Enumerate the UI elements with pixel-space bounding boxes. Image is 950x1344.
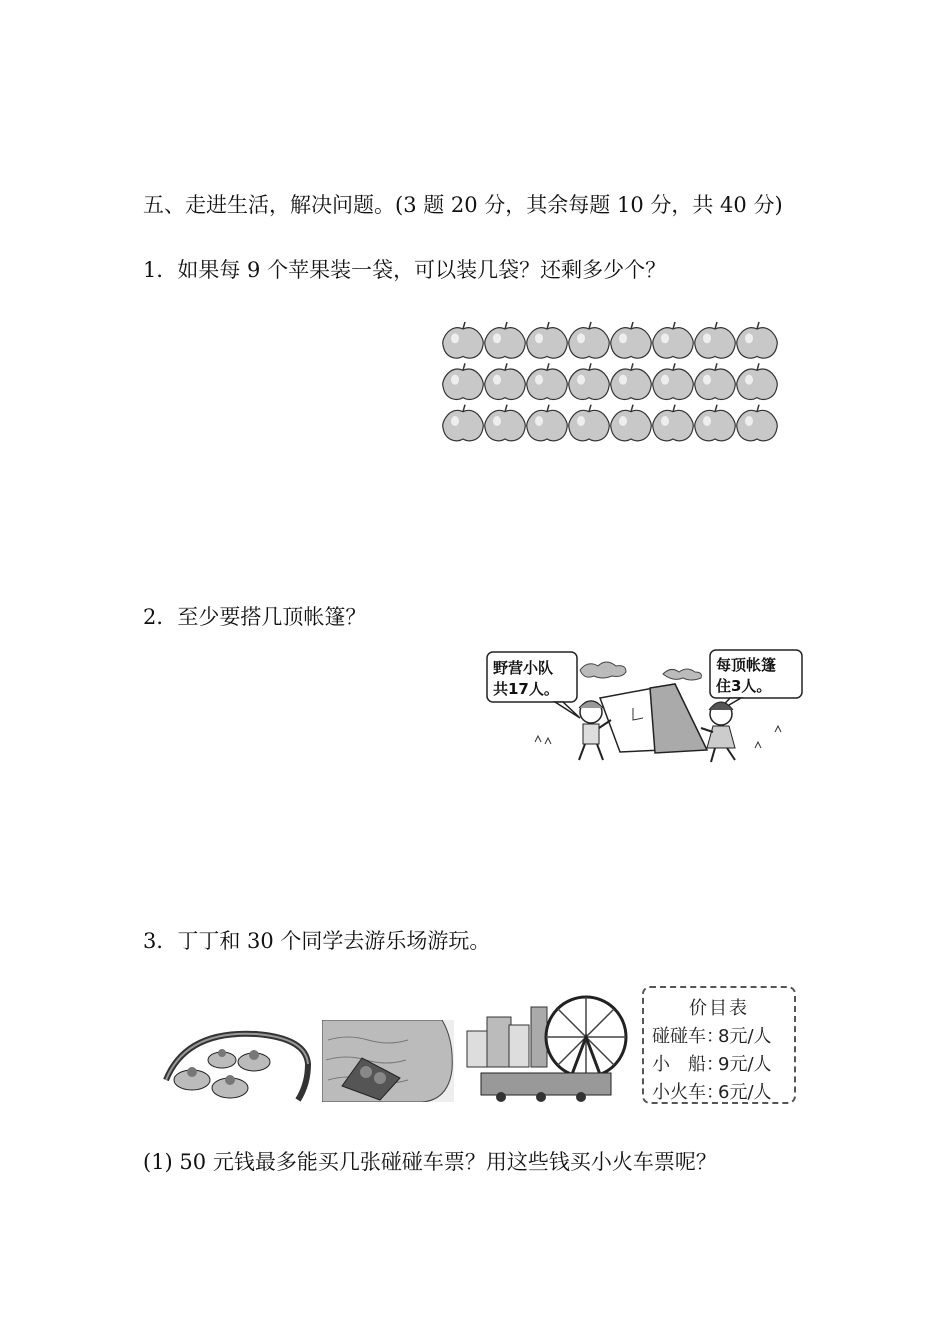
apple-icon	[695, 363, 736, 399]
price-row-value: 6元/人	[718, 1082, 772, 1103]
apple-icon	[485, 405, 526, 441]
apple-icon	[569, 322, 610, 358]
apple-icon	[443, 405, 484, 441]
question-1-text: 1．如果每 9 个苹果装一袋，可以装几袋？还剩多少个？	[143, 258, 667, 282]
apple-icon	[527, 405, 568, 441]
right-bubble-line-1: 每顶帐篷	[716, 656, 777, 674]
bumper-cars-illustration	[162, 1020, 312, 1102]
left-speech-bubble	[487, 652, 580, 718]
apples-illustration	[442, 318, 778, 442]
ferris-wheel-train-illustration	[461, 987, 631, 1104]
apple-icon	[527, 363, 568, 399]
price-table	[642, 986, 796, 1104]
apple-icon	[611, 322, 652, 358]
price-table-title: 价目表	[689, 998, 749, 1019]
left-bubble-line-1: 野营小队	[493, 659, 554, 677]
right-bubble-line-2: 住3人。	[716, 677, 772, 695]
camping-illustration	[485, 648, 815, 768]
apple-icon	[443, 363, 484, 399]
apple-icon	[653, 322, 694, 358]
cloud-icon	[663, 669, 701, 680]
apple-icon	[737, 363, 778, 399]
boat-illustration	[322, 1020, 454, 1102]
question-3-text: 3．丁丁和 30 个同学去游乐场游玩。	[143, 929, 491, 953]
left-bubble-line-2: 共17人。	[493, 680, 559, 698]
question-3-1-text: (1) 50 元钱最多能买几张碰碰车票？用这些钱买小火车票呢？	[143, 1150, 717, 1174]
section-title: 五、走进生活，解决问题。(3 题 20 分，其余每题 10 分，共 40 分)	[143, 193, 783, 217]
price-row-name: 碰碰车：	[652, 1026, 724, 1047]
apple-icon	[653, 405, 694, 441]
apple-icon	[485, 363, 526, 399]
price-row-value: 8元/人	[718, 1026, 772, 1047]
tent-icon	[600, 684, 707, 753]
apple-icon	[569, 405, 610, 441]
apple-icon	[653, 363, 694, 399]
price-row-name: 小 船：	[652, 1054, 724, 1075]
apple-icon	[695, 405, 736, 441]
price-row-train	[652, 1078, 792, 1104]
apple-icon	[737, 322, 778, 358]
apple-icon	[569, 363, 610, 399]
apple-icon	[611, 363, 652, 399]
cloud-icon	[580, 662, 626, 678]
apple-icon	[737, 405, 778, 441]
apple-icon	[527, 322, 568, 358]
apple-icon	[695, 322, 736, 358]
apple-icon	[443, 322, 484, 358]
price-row-boat	[652, 1050, 792, 1076]
girl-icon	[701, 702, 735, 762]
question-2-text: 2．至少要搭几顶帐篷？	[143, 605, 367, 629]
price-row-name: 小火车：	[652, 1082, 724, 1103]
price-row-value: 9元/人	[718, 1054, 772, 1075]
apple-icon	[485, 322, 526, 358]
apple-icon	[611, 405, 652, 441]
price-row-bumper-car	[652, 1022, 792, 1048]
